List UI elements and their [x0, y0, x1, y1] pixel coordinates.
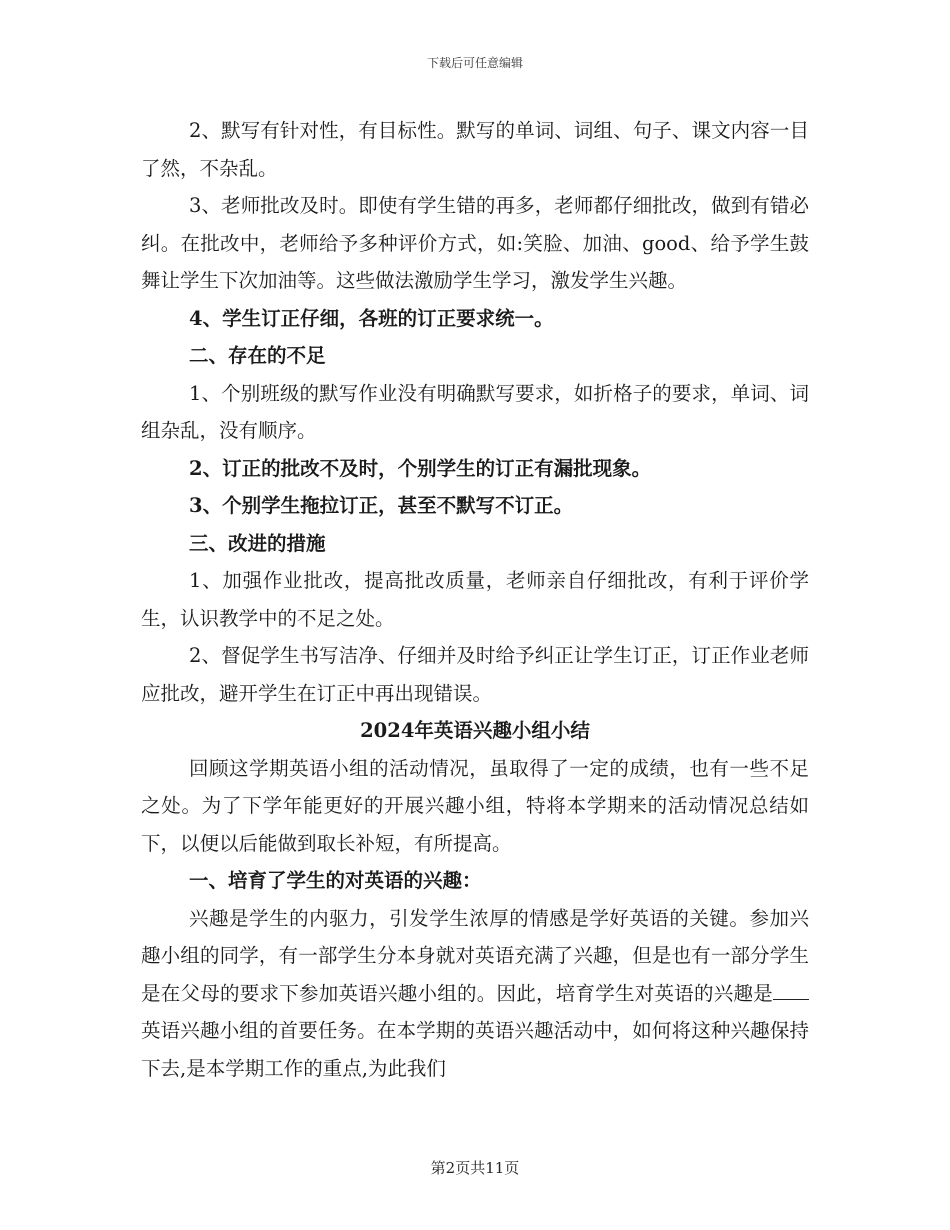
paragraph-shortcoming-1: 1、个别班级的默写作业没有明确默写要求，如折格子的要求，单词、词组杂乱，没有顺序。	[141, 381, 809, 442]
paragraph-interest-body	[141, 900, 809, 1088]
document-title: 2024年英语兴趣小组小结	[360, 719, 590, 742]
paragraph-timely-correction: 3、老师批改及时。即使有学生错的再多，老师都仔细批改，做到有错必纠。在批改中，老师给予多种评价方式，如:笑脸、加油、good、给予学生鼓舞让学生下次加油等。这些做法激励学生学习，激发学生兴趣。	[141, 194, 809, 292]
paragraph-review-intro: 回顾这学期英语小组的活动情况，虽取得了一定的成绩，也有一些不足之处。为了下学年能更好的开展兴趣小组，特将本学期来的活动情况总结如下，以便以后能做到取长补短，有所提高。	[141, 756, 809, 855]
section-heading-shortcomings: 二、存在的不足	[189, 344, 326, 367]
page-footer: 第2页共11页	[430, 1159, 520, 1177]
section-heading-improvements: 三、改进的措施	[189, 531, 326, 555]
paragraph-shortcoming-2: 2、订正的批改不及时，个别学生的订正有漏批现象。	[189, 456, 652, 480]
document-body	[141, 112, 809, 1087]
section-heading-interest: 一、培育了学生的对英语的兴趣：	[189, 869, 482, 892]
paragraph-interest-text-before: 兴趣是学生的内驱力，引发学生浓厚的情感是学好英语的关键。参加兴趣小组的同学，有一部学生分本身就对英语充满了兴趣，但是也有一部分学生是在父母的要求下参加英语兴趣小组的。因此，培育学生对英语的兴趣是	[141, 906, 809, 1005]
paragraph-improvement-2: 2、督促学生书写洁净、仔细并及时给予纠正让学生订正，订正作业老师应批改，避开学生在订正中再出现错误。	[141, 644, 809, 705]
paragraph-interest-text-after: 英语兴趣小组的首要任务。在本学期的英语兴趣活动中，如何将这种兴趣保持下去,是本学期工作的重点,为此我们	[141, 1019, 809, 1080]
paragraph-improvement-1: 1、加强作业批改，提高批改质量，老师亲自仔细批改，有利于评价学生，认识教学中的不足之处。	[141, 569, 809, 630]
fill-in-blank	[773, 981, 809, 1000]
paragraph-unified-correction: 4、学生订正仔细，各班的订正要求统一。	[189, 306, 554, 330]
paragraph-dictation-targeted: 2、默写有针对性，有目标性。默写的单词、词组、句子、课文内容一目了然，不杂乱。	[141, 119, 809, 180]
paragraph-shortcoming-3: 3、个别学生拖拉订正，甚至不默写不订正。	[189, 494, 574, 517]
page-header: 下载后可任意编辑	[426, 56, 523, 70]
